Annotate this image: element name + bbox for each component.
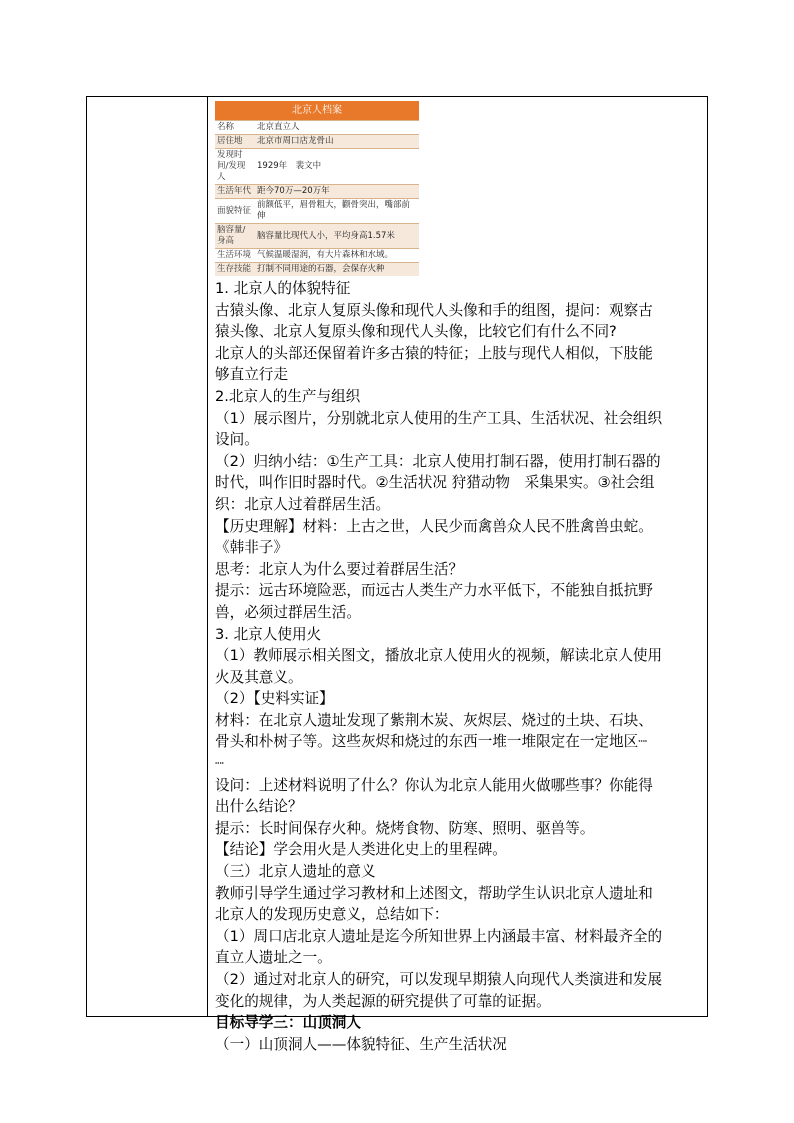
text-line: 提示：远古环境险恶，而远古人类生产力水平低下，不能独自抵抗野 (215, 582, 653, 600)
section-heading: 3. 北京人使用火 (215, 625, 322, 643)
lesson-table (86, 96, 708, 1053)
text-line: 猿头像、北京人复原头像和现代人头像，比较它们有什么不同? (215, 323, 617, 341)
section-heading: 2.北京人的生产与组织 (215, 387, 361, 405)
text-line: （2）【史料实证】 (215, 690, 334, 708)
text-line: 骨头和朴树子等。这些灰烬和烧过的东西一堆一堆限定在一定地区┈ (215, 733, 648, 751)
text-line: 时代，叫作旧时器时代。②生活状况 狩猎动物 采集果实。③社会组 (215, 474, 655, 492)
text-line: 【结论】学会用火是人类进化史上的里程碑。 (215, 841, 507, 859)
archive-value: 脑容量比现代人小，平均身高1.57米 (255, 224, 419, 249)
archive-row (215, 249, 419, 263)
text-line: 北京人的发现历史意义，总结如下： (215, 906, 449, 924)
text-line: （一）山顶洞人——体貌特征、生产生活状况 (215, 1035, 507, 1053)
text-line: 古猿头像、北京人复原头像和现代人头像和手的组图，提问：观察古 (215, 301, 653, 319)
archive-row (215, 263, 419, 277)
text-line: 教师引导学生通过学习教材和上述图文，帮助学生认识北京人遗址和 (215, 884, 653, 902)
archive-value: 气候温暖湿润，有大片森林和水域。 (255, 249, 419, 263)
archive-label: 脑容量/身高 (215, 224, 255, 249)
column-divider (207, 97, 208, 1016)
text-line: 直立人遗址之一。 (215, 949, 332, 967)
archive-label: 生活环境 (215, 249, 255, 263)
archive-value: 北京直立人 (255, 121, 419, 135)
text-line: （1）教师展示相关图文，播放北京人使用火的视频，解读北京人使用 (215, 647, 663, 665)
archive-value: 距今70万—20万年 (255, 185, 419, 199)
text-line: ┈ (215, 755, 224, 773)
text-line: 提示：长时间保存火种。烧烤食物、防寒、照明、驱兽等。 (215, 819, 595, 837)
archive-table (215, 120, 419, 276)
text-line: （2）通过对北京人的研究，可以发现早期猿人向现代人类演进和发展 (215, 971, 663, 988)
text-line: 够直立行走 (215, 366, 288, 384)
archive-row (215, 199, 419, 224)
archive-label: 面貌特征 (215, 199, 255, 224)
archive-label: 发现时间/发现人 (215, 149, 255, 185)
archive-row (215, 224, 419, 249)
text-line: 兽，必须过群居生活。 (215, 603, 361, 621)
text-line: 北京人的头部还保留着许多古猿的特征；上肢与现代人相似，下肢能 (215, 344, 653, 362)
archive-value: 北京市周口店龙骨山 (255, 135, 419, 149)
text-line: 【历史理解】材料：上古之世，人民少而禽兽众人民不胜禽兽虫蛇。 (215, 517, 653, 535)
archive-label: 生存技能 (215, 263, 255, 277)
text-line: （1）展示图片，分别就北京人使用的生产工具、生活状况、社会组织 (215, 409, 663, 427)
goal-heading: 目标导学三：山顶洞人 (215, 1014, 361, 1032)
archive-value: 前额低平，眉骨粗大，颧骨突出，嘴部前伸 (255, 199, 419, 224)
text-line: 设问。 (215, 431, 259, 449)
archive-label: 名称 (215, 121, 255, 135)
archive-label: 生活年代 (215, 185, 255, 199)
text-line: 火及其意义。 (215, 668, 303, 686)
archive-label: 居住地 (215, 135, 255, 149)
archive-row (215, 149, 419, 185)
text-line: 设问：上述材料说明了什么？你认为北京人能用火做哪些事？你能得 (215, 776, 653, 794)
text-line: （1）周口店北京人遗址是迄今所知世界上内涵最丰富、材料最齐全的 (215, 927, 663, 945)
archive-value: 1929年 裴文中 (255, 149, 419, 185)
archive-value: 打制不同用途的石器，会保存火种 (255, 263, 419, 277)
text-line: 材料：在北京人遗址发现了紫荆木炭、灰烬层、烧过的土块、石块、 (215, 711, 653, 729)
section-heading: 1. 北京人的体貌特征 (215, 280, 351, 297)
text-line: 思考：北京人为什么要过着群居生活？ (215, 560, 464, 578)
archive-row (215, 135, 419, 149)
archive-title: 北京人档案 (215, 101, 419, 120)
text-line: 《韩非子》 (215, 539, 288, 557)
text-line: 变化的规律，为人类起源的研究提供了可靠的证据。 (215, 992, 551, 1010)
archive-row (215, 185, 419, 199)
text-line: 织：北京人过着群居生活。 (215, 495, 391, 513)
lesson-content (215, 101, 703, 1055)
archive-row (215, 121, 419, 135)
section-heading: （三）北京人遗址的意义 (215, 863, 376, 881)
text-line: （2）归纳小结：①生产工具：北京人使用打制石器，使用打制石器的 (215, 452, 661, 470)
archive-card (215, 101, 419, 276)
text-line: 出什么结论？ (215, 798, 303, 816)
